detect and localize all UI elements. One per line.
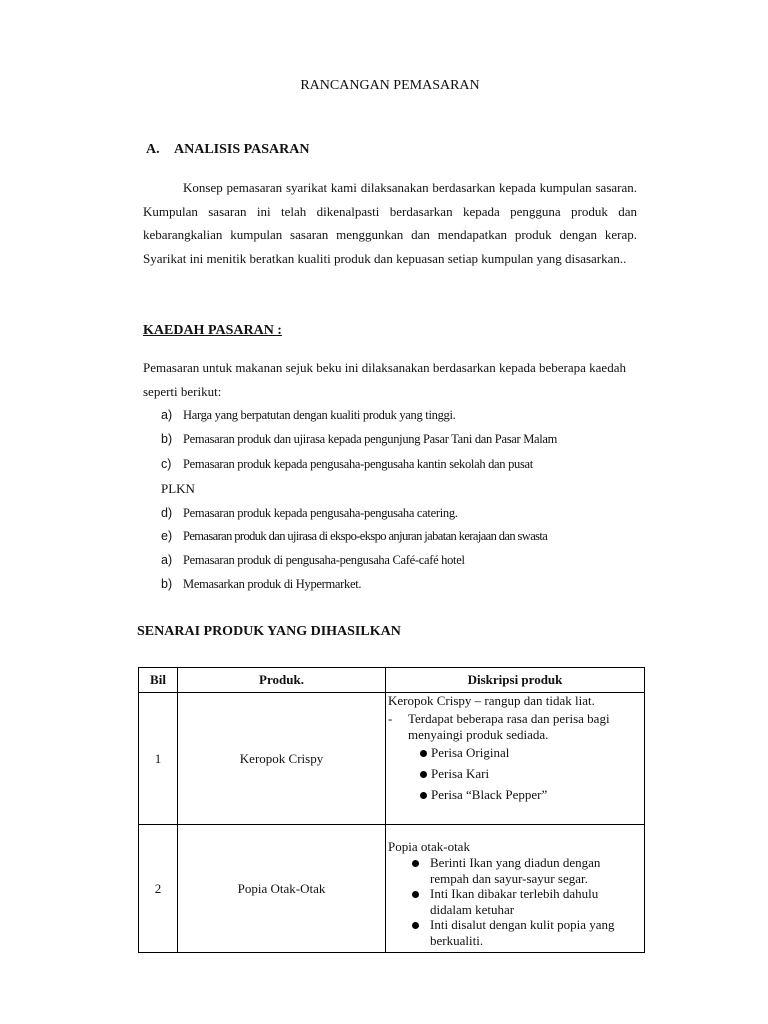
bullet-icon (420, 771, 427, 778)
row-produk: Popia Otak-Otak (178, 825, 386, 953)
list-item (161, 553, 465, 568)
list-item (161, 408, 455, 423)
bullet-text: Perisa Original (431, 745, 510, 760)
list-marker: b) (161, 577, 173, 591)
kaedah-intro: Pemasaran untuk makanan sejuk beku ini dilaksanakan berdasarkan kepada beberapa kaedah seperti berikut: (143, 360, 626, 399)
list-text: Pemasaran produk kepada pengusaha-pengusaha kantin sekolah dan pusat (183, 457, 533, 471)
bullet-text: didalam ketuhar (430, 902, 515, 917)
list-item (161, 457, 533, 472)
list-text: Pemasaran produk kepada pengusaha-pengusaha catering. (183, 506, 458, 520)
list-item (161, 529, 547, 544)
product-list-heading: SENARAI PRODUK YANG DIHASILKAN (137, 624, 401, 639)
list-continuation: PLKN (161, 481, 195, 496)
bullet-text: berkualiti. (430, 933, 484, 948)
list-item (161, 506, 458, 521)
analysis-paragraph (143, 176, 637, 270)
bullet-text: Inti Ikan dibakar terlebih dahulu (430, 886, 599, 901)
list-text: Pemasaran produk dan ujirasa di ekspo-ekspo anjuran jabatan kerajaan dan swasta (183, 529, 548, 543)
list-text: Pemasaran produk dan ujirasa kepada pengunjung Pasar Tani dan Pasar Malam (183, 432, 558, 446)
desc-line: Terdapat beberapa rasa dan perisa bagi (408, 711, 610, 726)
section-a-title: ANALISIS PASARAN (174, 142, 310, 157)
header-produk: Produk. (178, 668, 386, 693)
section-a-number: A. (146, 142, 160, 157)
header-diskripsi: Diskripsi produk (386, 668, 645, 693)
bullet-text: Inti disalut dengan kulit popia yang (430, 917, 615, 932)
row-description (386, 693, 645, 825)
list-text: Memasarkan produk di Hypermarket. (183, 577, 362, 591)
list-marker: c) (161, 457, 172, 471)
bullet-icon (412, 922, 419, 929)
product-table (138, 667, 645, 953)
row-description (386, 825, 645, 953)
list-item (161, 577, 361, 592)
bullet-text: Perisa “Black Pepper” (431, 787, 548, 802)
list-item (161, 432, 557, 447)
kaedah-heading: KAEDAH PASARAN : (143, 323, 282, 338)
bullet-text: rempah dan sayur-sayur segar. (430, 871, 588, 886)
list-marker: a) (161, 408, 173, 422)
bullet-text: Berinti Ikan yang diadun dengan (430, 855, 601, 870)
list-marker: b) (161, 432, 173, 446)
bullet-text: Perisa Kari (431, 766, 490, 781)
row-bil: 1 (139, 693, 178, 825)
list-text: Harga yang berpatutan dengan kualiti produk yang tinggi. (183, 408, 456, 422)
row-produk: Keropok Crispy (178, 693, 386, 825)
table-row (139, 693, 645, 825)
table-row (139, 825, 645, 953)
document-title: RANCANGAN PEMASARAN (300, 78, 480, 93)
bullet-icon (412, 891, 419, 898)
list-marker: e) (161, 529, 173, 543)
list-marker: a) (161, 553, 173, 567)
analysis-paragraph-text: Konsep pemasaran syarikat kami dilaksanakan berdasarkan kepada kumpulan sasaran. Kumpulan sasaran ini telah dikenalpasti berdasarkan kepada pengguna produk dan kebarangkalian kumpulan sasaran menggunkan dan mendapatkan produk dengan kerap. Syarikat ini menitik beratkan kualiti produk dan kepuasan setiap kumpulan yang disasarkan.. (143, 180, 637, 266)
desc-line: Popia otak-otak (388, 839, 470, 854)
list-marker: d) (161, 506, 173, 520)
bullet-icon (420, 750, 427, 757)
desc-line: Keropok Crispy – rangup dan tidak liat. (388, 693, 595, 708)
section-a-heading (146, 142, 310, 158)
bullet-icon (420, 792, 427, 799)
header-bil: Bil (139, 668, 178, 693)
desc-line: menyaingi produk sediada. (408, 727, 549, 742)
table-header-row (139, 668, 645, 693)
desc-dash: - (388, 711, 393, 726)
list-text: Pemasaran produk di pengusaha-pengusaha Café-café hotel (183, 553, 465, 567)
bullet-icon (412, 860, 419, 867)
row-bil: 2 (139, 825, 178, 953)
